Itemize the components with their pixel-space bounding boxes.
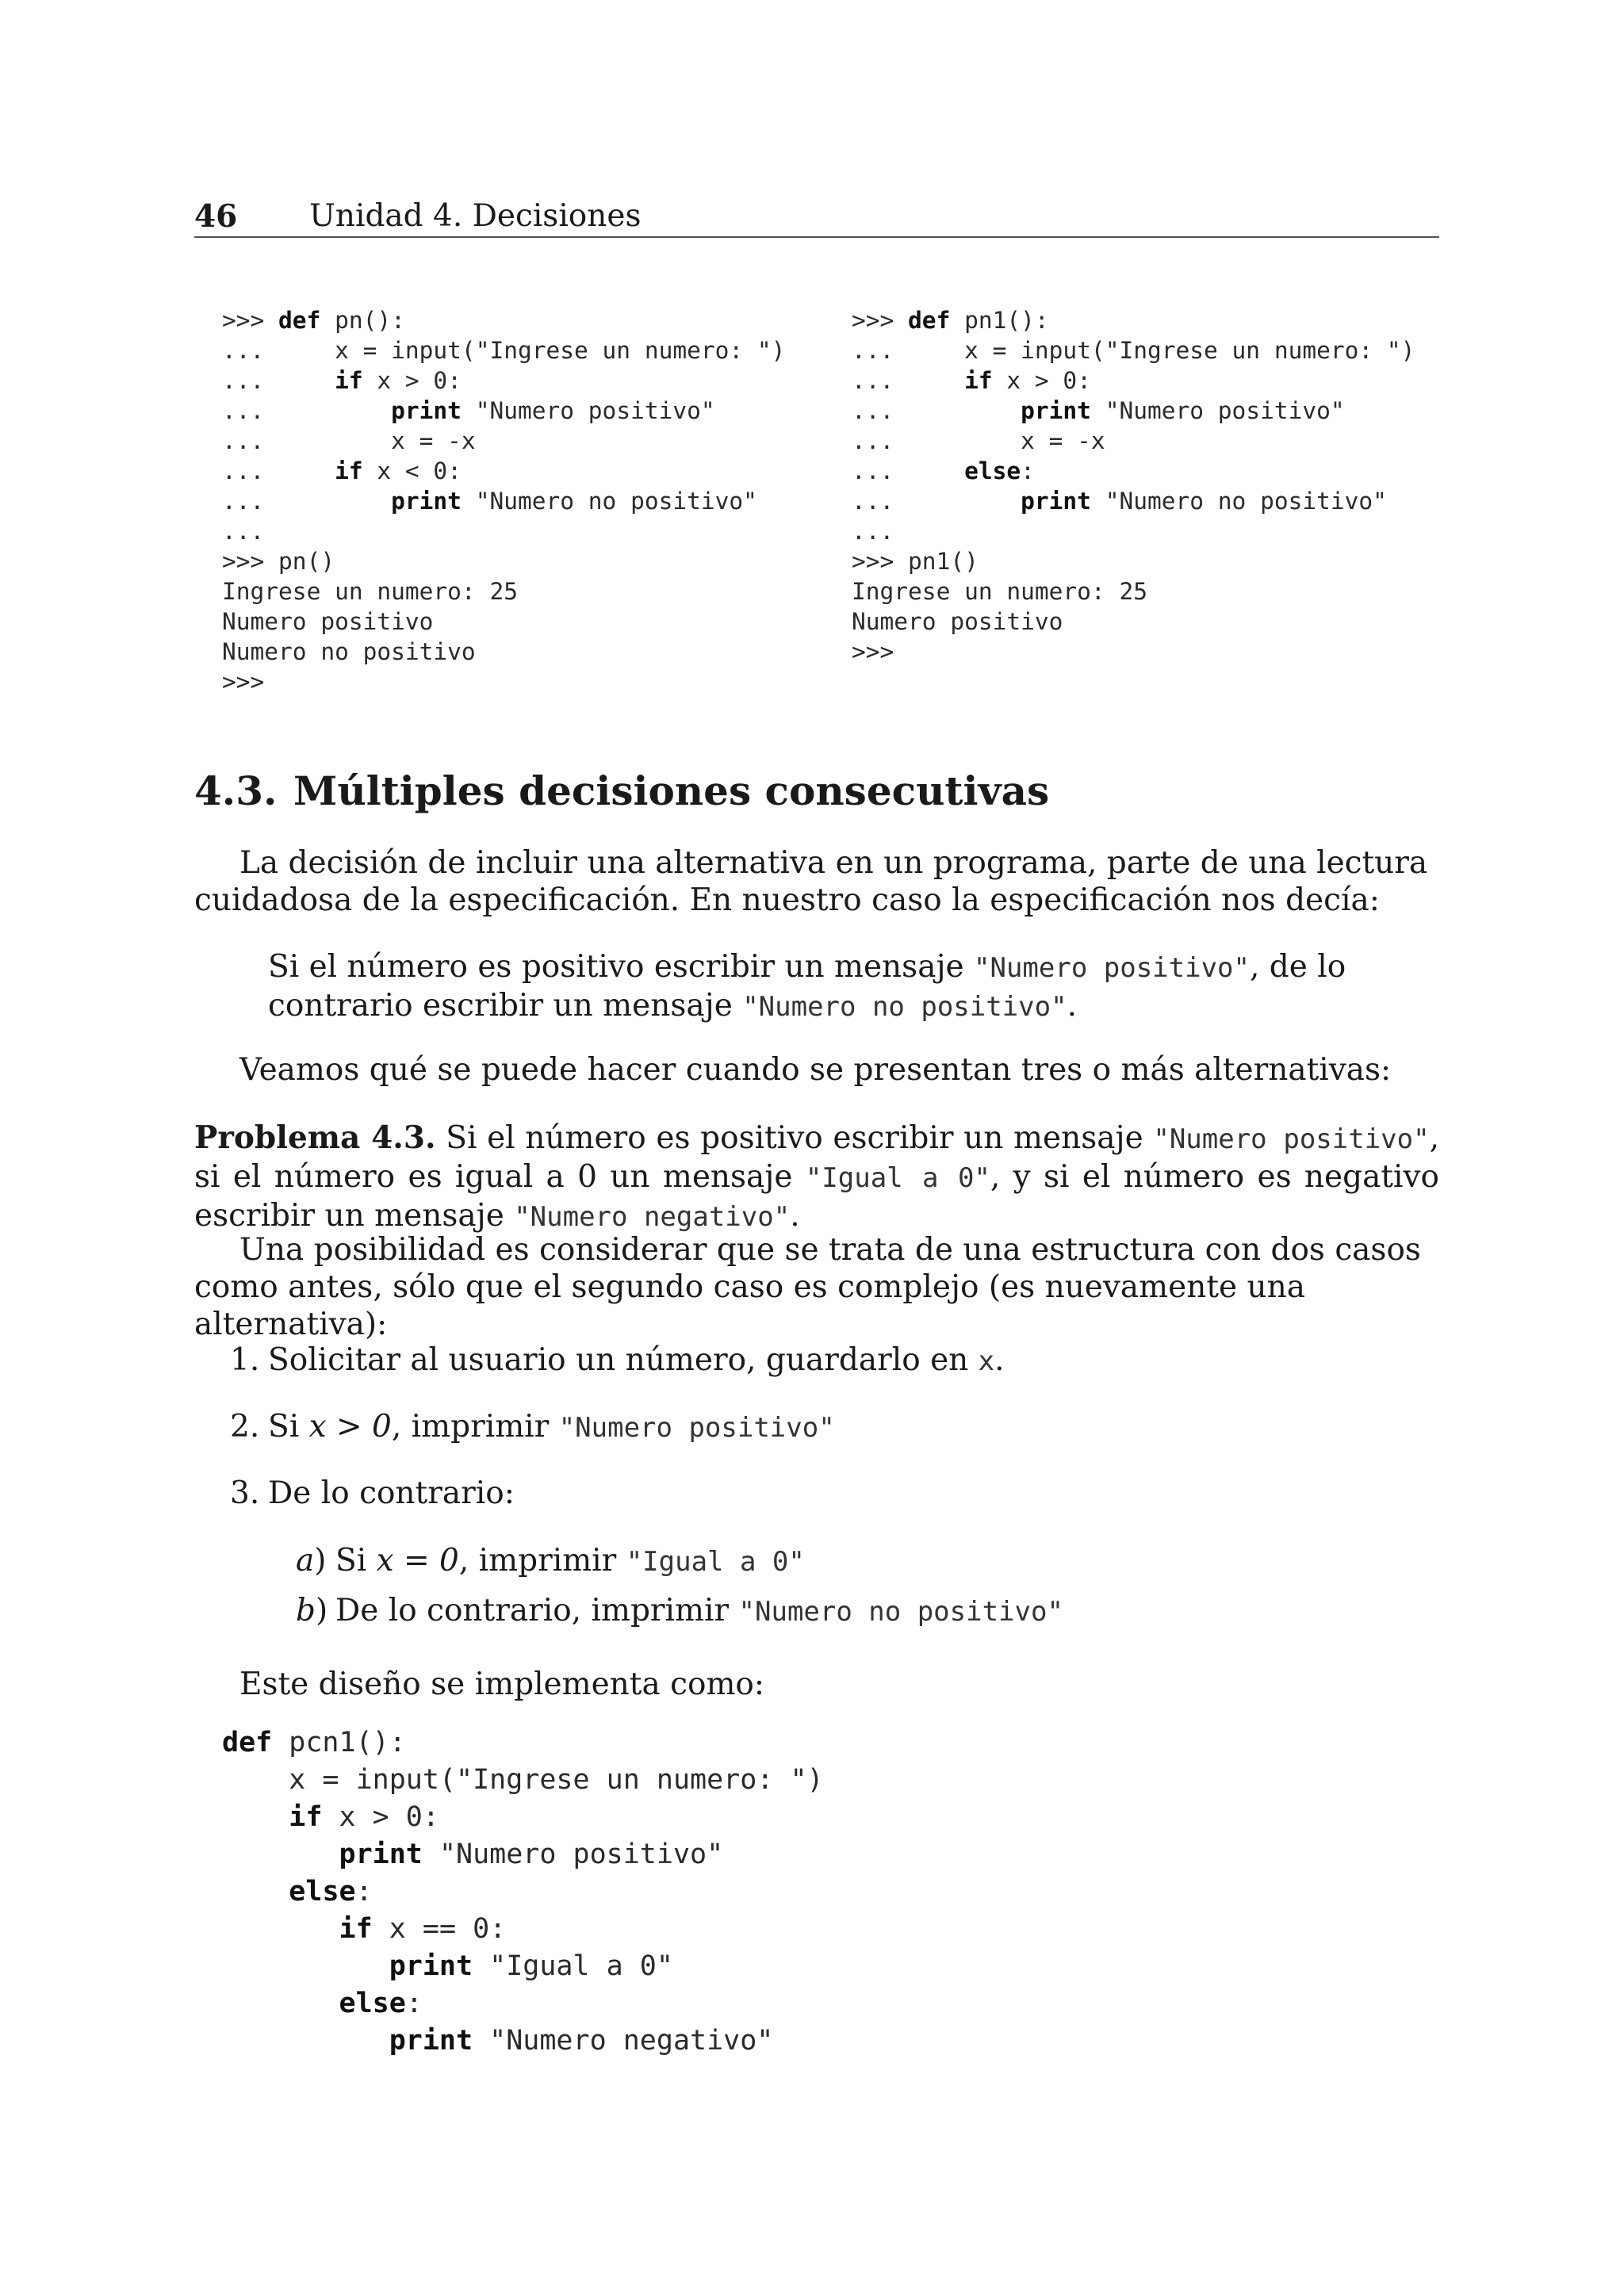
- code-keyword: print: [339, 1839, 423, 1870]
- sublist-item: [296, 1542, 805, 1581]
- quote-text: , de lo contrario escribir un mensaje: [268, 949, 1346, 1024]
- section-title-text: Múltiples decisiones consecutivas: [293, 767, 1050, 814]
- code-line: Numero positivo: [852, 608, 1063, 635]
- problem-text: .: [790, 1198, 800, 1234]
- code-keyword: def: [278, 307, 321, 334]
- section-number: 4.3.: [194, 767, 278, 814]
- list-item-code: "Numero positivo": [558, 1412, 835, 1444]
- sublist-marker: b): [296, 1593, 328, 1628]
- code-line: Numero positivo: [222, 608, 434, 635]
- code-line: >>> pn1(): [852, 548, 979, 575]
- code-keyword: else: [964, 457, 1021, 484]
- sublist-marker: a): [296, 1543, 327, 1578]
- quote-text: .: [1067, 988, 1077, 1024]
- code-line: if x == 0:: [339, 1913, 507, 1945]
- list-item-text: .: [994, 1342, 1005, 1378]
- list-item: [230, 1408, 835, 1447]
- code-line: ... print "Numero positivo": [852, 397, 1345, 424]
- code-line: ...: [852, 518, 894, 545]
- code-line: else:: [289, 1876, 373, 1908]
- paragraph-possibility: Una posibilidad es considerar que se trata de una estructura con dos casos como antes, sólo que el segundo caso es complejo (es nuevamente una alternativa):: [194, 1232, 1421, 1342]
- list-marker: 1.: [230, 1342, 260, 1378]
- code-keyword: if: [339, 1913, 373, 1945]
- code-keyword: else: [339, 1988, 406, 2019]
- list-item-text: De lo contrario, imprimir: [335, 1593, 739, 1628]
- list-marker: 3.: [230, 1475, 260, 1511]
- code-line: x = input("Ingrese un numero: "): [222, 1764, 824, 1796]
- code-block-pn: [222, 305, 785, 697]
- quote-text: Si el número es positivo escribir un mensaje: [268, 949, 975, 985]
- code-block-pcn1: [222, 1724, 824, 2060]
- sublist-marker-letter: b: [296, 1593, 316, 1628]
- code-line: ... else:: [852, 457, 1035, 484]
- list-item: [230, 1341, 1005, 1380]
- quote-code: "Numero positivo": [974, 952, 1251, 984]
- code-keyword: print: [391, 488, 462, 515]
- math-expression: x = 0: [376, 1543, 459, 1578]
- list-item-text: , imprimir: [458, 1543, 626, 1578]
- code-line: ... print "Numero no positivo": [222, 488, 757, 515]
- code-line: ... print "Numero positivo": [222, 397, 715, 424]
- code-keyword: print: [389, 2025, 473, 2057]
- list-item-code: "Numero no positivo": [738, 1596, 1063, 1628]
- problem-text: Si el número es positivo escribir un mensaje: [435, 1120, 1154, 1156]
- code-line: print "Igual a 0": [389, 1950, 673, 1982]
- code-line: >>> pn(): [222, 548, 335, 575]
- problem-statement: [194, 1119, 1439, 1236]
- code-line: ... x = -x: [222, 427, 476, 454]
- code-keyword: if: [289, 1801, 323, 1833]
- sublist-marker-letter: a: [296, 1543, 315, 1578]
- code-line: ... x = input("Ingrese un numero: "): [852, 337, 1415, 364]
- code-keyword: print: [1021, 397, 1091, 424]
- code-keyword: def: [222, 1727, 273, 1758]
- problem-text: , si el número es igual a 0 un mensaje: [194, 1120, 1439, 1195]
- problem-code: "Numero positivo": [1153, 1123, 1430, 1155]
- code-keyword: print: [391, 397, 462, 424]
- paragraph-alternatives: Veamos qué se puede hacer cuando se presentan tres o más alternativas:: [239, 1052, 1392, 1088]
- problem-code: "Numero negativo": [514, 1201, 791, 1233]
- section-heading: [194, 767, 1049, 814]
- problem-text: , y si el número es negativo escribir un mensaje: [194, 1159, 1439, 1234]
- code-line: Numero no positivo: [222, 638, 476, 665]
- code-line: ...: [222, 518, 265, 545]
- page-header: [194, 198, 1439, 238]
- code-line: ... if x < 0:: [222, 457, 462, 484]
- code-line: Ingrese un numero: 25: [852, 578, 1147, 605]
- quote-code: "Numero no positivo": [742, 991, 1067, 1023]
- specification-quote: [268, 948, 1418, 1026]
- code-line: ... if x > 0:: [852, 367, 1091, 394]
- code-keyword: print: [1021, 488, 1091, 515]
- code-line: Ingrese un numero: 25: [222, 578, 518, 605]
- code-keyword: def: [908, 307, 951, 334]
- code-line: ... print "Numero no positivo": [852, 488, 1387, 515]
- code-line: ... x = input("Ingrese un numero: "): [222, 337, 786, 364]
- code-line: else:: [339, 1988, 423, 2019]
- paragraph-implementation: Este diseño se implementa como:: [239, 1667, 765, 1702]
- running-title: Unidad 4. Decisiones: [309, 198, 642, 234]
- problem-label: Problema 4.3.: [194, 1119, 436, 1156]
- problem-code: "Igual a 0": [805, 1162, 990, 1194]
- code-line: >>> def pn1():: [852, 307, 1049, 334]
- code-line: >>>: [222, 668, 265, 695]
- list-marker: 2.: [230, 1409, 260, 1445]
- code-keyword: if: [964, 367, 993, 394]
- list-item-text: Si: [335, 1543, 377, 1578]
- code-keyword: print: [389, 1950, 473, 1982]
- code-keyword: else: [289, 1876, 356, 1908]
- math-expression: x > 0: [308, 1409, 392, 1445]
- code-line: ... if x > 0:: [222, 367, 462, 394]
- list-item-text: Si: [268, 1409, 309, 1445]
- code-keyword: if: [335, 367, 363, 394]
- code-keyword: if: [335, 457, 363, 484]
- paragraph-intro: La decisión de incluir una alternativa en un programa, parte de una lectura cuidadosa de la especificación. En nuestro caso la especificación nos decía:: [194, 845, 1428, 918]
- code-line: if x > 0:: [289, 1801, 439, 1833]
- list-item-code: "Igual a 0": [626, 1546, 805, 1578]
- list-item-text: , imprimir: [391, 1409, 559, 1445]
- code-line: print "Numero positivo": [339, 1839, 724, 1870]
- list-item: [230, 1475, 515, 1512]
- code-block-pn1: [852, 305, 1415, 667]
- code-line: >>>: [852, 638, 894, 665]
- list-item-text: De lo contrario:: [268, 1475, 515, 1511]
- code-line: ... x = -x: [852, 427, 1105, 454]
- code-line: print "Numero negativo": [389, 2025, 774, 2057]
- code-line: >>> def pn():: [222, 307, 405, 334]
- list-item-text: Solicitar al usuario un número, guardarlo en: [268, 1342, 979, 1378]
- list-item-code: x: [978, 1345, 995, 1377]
- page-number: 46: [194, 198, 238, 235]
- sublist-item: [296, 1592, 1063, 1631]
- code-line: def pcn1():: [222, 1727, 406, 1758]
